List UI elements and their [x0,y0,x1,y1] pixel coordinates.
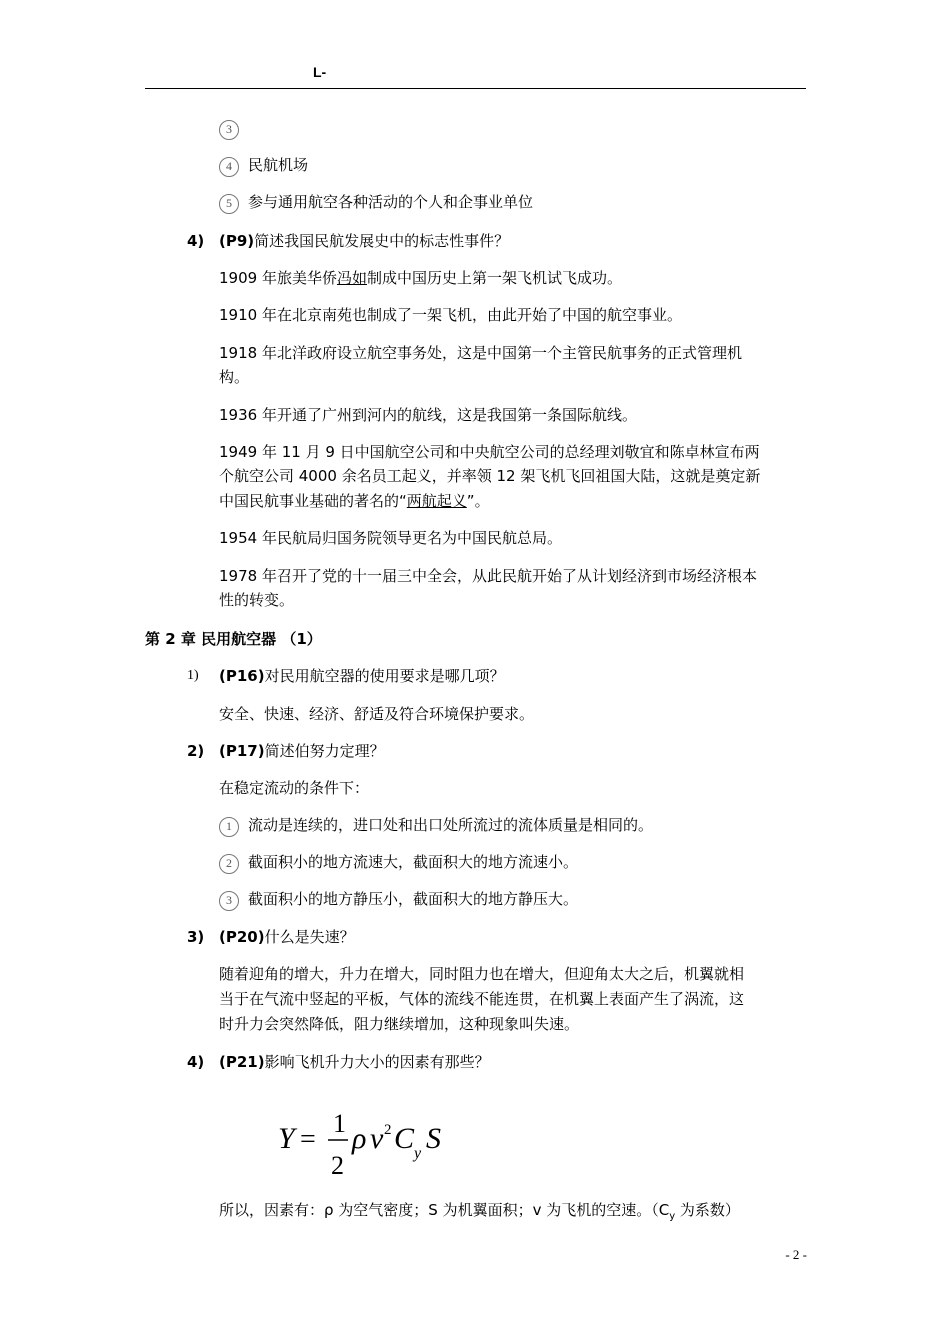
c1-number: 1) [187,668,199,683]
list-item-participants: 参与通用航空各种活动的个人和企事业单位 [248,193,534,211]
q4-paragraph-1949-line2: 个航空公司 4000 余名员工起义，并率领 12 架飞机飞回祖国大陆，这就是奠定新 [219,467,761,485]
c2-item-2: 截面积小的地方流速大，截面积大的地方流速小。 [248,853,579,871]
formula-S: S [426,1122,441,1155]
c3-question [219,925,355,949]
c4-question-text: 影响飞机升力大小的因素有那些？ [264,1053,490,1071]
q4-paragraph-1909 [219,266,622,290]
q4-paragraph-1949-line3 [219,489,490,513]
lift-formula [278,1102,468,1186]
q4-p1-underlined: 冯如 [336,269,367,287]
c4-number: 4) [187,1053,205,1071]
c3-ref: (P20) [219,928,265,946]
c2-question [219,739,385,763]
header-mark: L- [313,64,327,80]
c4-question [219,1050,490,1074]
c3-question-text: 什么是失速？ [264,928,355,946]
c3-answer-line3: 时升力会突然降低，阻力继续增加，这种现象叫失速。 [219,1015,580,1033]
c2-intro: 在稳定流动的条件下： [219,779,370,797]
page-number: - 2 - [785,1247,807,1262]
c1-answer: 安全、快速、经济、舒适及符合环境保护要求。 [219,705,535,723]
c1-question-text: 对民用航空器的使用要求是哪几项？ [264,667,505,685]
formula-C: C [394,1122,415,1155]
q4-paragraph-1978-line2: 性的转变。 [219,591,295,609]
formula-v: v [370,1122,384,1155]
c3-number: 3) [187,928,205,946]
c2-question-text: 简述伯努力定理？ [264,742,385,760]
header-rule [145,88,806,89]
c4-ref: (P21) [219,1053,265,1071]
c2-item-num-2: 2 [219,854,239,874]
c2-item-3: 截面积小的地方静压小，截面积大的地方静压大。 [248,890,579,908]
q4-paragraph-1918-line1: 1918 年北洋政府设立航空事务处，这是中国第一个主管民航事务的正式管理机 [219,344,742,362]
q4-p5-a: 中国民航事业基础的著名的“ [219,492,407,510]
c2-number: 2) [187,742,205,760]
c4-answer-a: 所以，因素有：ρ 为空气密度；S 为机翼面积；v 为飞机的空速。（C [219,1201,670,1219]
q4-paragraph-1910: 1910 年在北京南苑也制成了一架飞机，由此开始了中国的航空事业。 [219,306,682,324]
q4-paragraph-1949-line1: 1949 年 11 月 9 日中国航空公司和中央航空公司的总经理刘敬宜和陈卓林宣布两 [219,443,760,461]
q4-question-text: 简述我国民航发展史中的标志性事件？ [254,232,510,250]
q4-number: 4) [187,232,205,250]
c2-item-num-3: 3 [219,891,239,911]
formula-denominator: 2 [331,1151,344,1180]
c3-answer-line2: 当于在气流中竖起的平板，气体的流线不能连贯，在机翼上表面产生了涡流，这 [219,990,745,1008]
chapter-heading: 第 2 章 民用航空器 （1） [145,630,322,648]
c2-item-1: 流动是连续的，进口处和出口处所流过的流体质量是相同的。 [248,816,654,834]
c4-answer [219,1198,740,1229]
formula-subscript-y: y [414,1145,422,1162]
q4-ref: (P9) [219,232,255,250]
q4-p1-a: 1909 年旅美华侨 [219,269,337,287]
formula-rho: ρ [352,1122,367,1155]
list-num-5: 5 [219,194,239,214]
list-num-3: 3 [219,120,239,140]
q4-p1-b: 制成中国历史上第一架飞机试飞成功。 [366,269,622,287]
formula-equals: = [300,1124,316,1155]
q4-paragraph-1978-line1: 1978 年召开了党的十一届三中全会，从此民航开始了从计划经济到市场经济根本 [219,567,757,585]
list-num-4: 4 [219,157,239,177]
c3-answer-line1: 随着迎角的增大，升力在增大，同时阻力也在增大，但迎角太大之后，机翼就相 [219,965,745,983]
q4-paragraph-1918-line2: 构。 [219,368,250,386]
q4-question [219,229,509,253]
formula-Y: Y [278,1122,295,1155]
q4-paragraph-1954: 1954 年民航局归国务院领导更名为中国民航总局。 [219,529,562,547]
q4-p5-underlined: 两航起义 [406,492,467,510]
formula-numerator: 1 [333,1109,346,1138]
c2-item-num-1: 1 [219,817,239,837]
c4-answer-b: 为系数） [675,1201,740,1219]
q4-p5-b: ”。 [466,492,490,510]
list-item-airport: 民航机场 [248,156,309,174]
formula-exponent: 2 [384,1122,392,1138]
q4-paragraph-1936: 1936 年开通了广州到河内的航线，这是我国第一条国际航线。 [219,406,637,424]
c1-ref: (P16) [219,667,265,685]
c4-answer-sub: y [669,1211,676,1222]
c1-question [219,664,505,688]
c2-ref: (P17) [219,742,265,760]
